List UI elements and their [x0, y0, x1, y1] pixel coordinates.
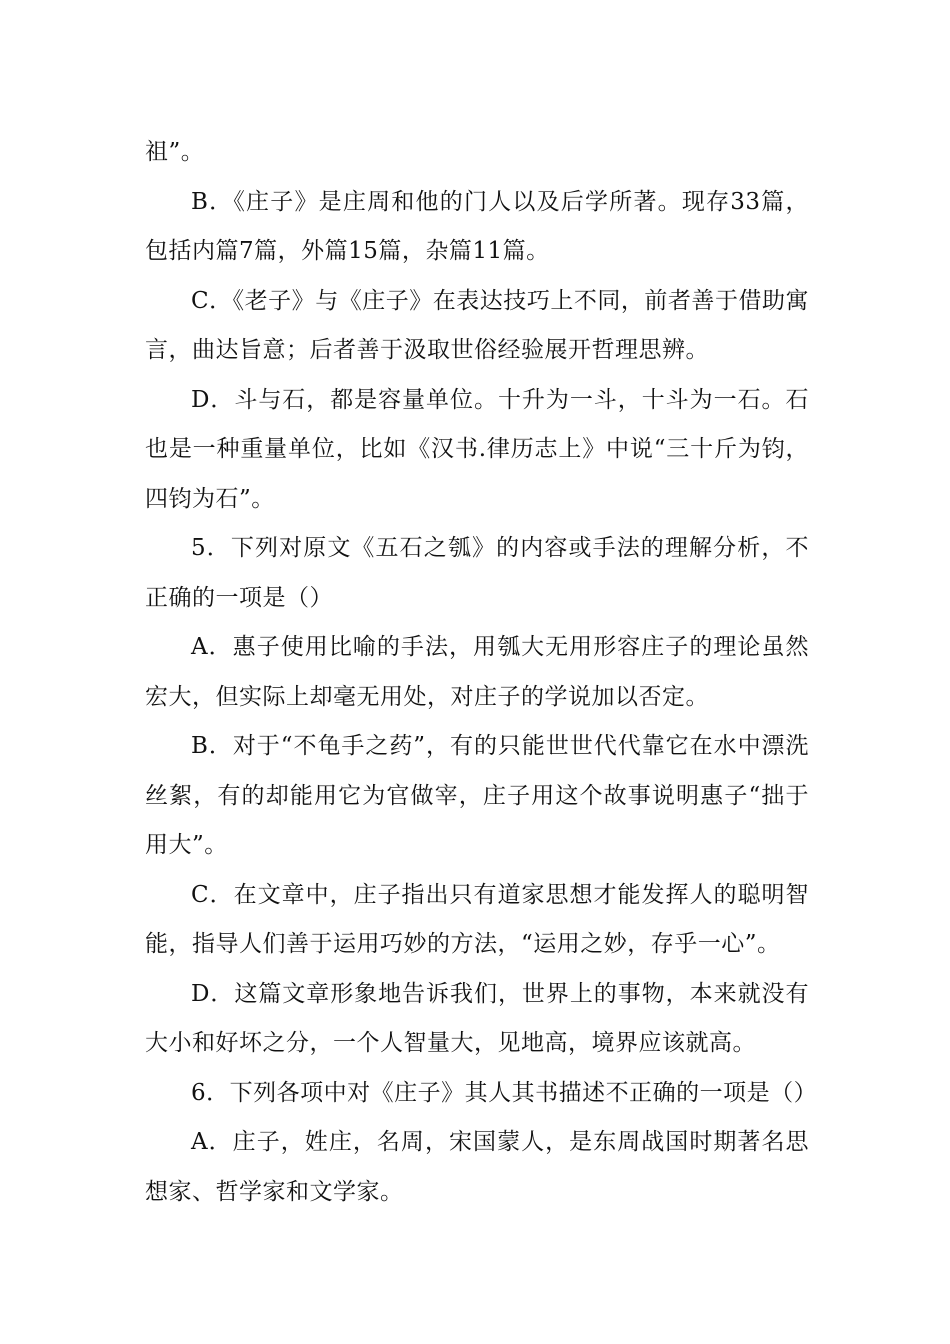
question-5-option-d: D．这篇文章形象地告诉我们，世界上的事物，本来就没有大小和好坏之分，一个人智量大，见地高，境界应该就高。	[145, 980, 809, 1056]
question-6-stem: 6．下列各项中对《庄子》其人其书描述不正确的一项是（）	[191, 1079, 818, 1106]
question-5-option-a: A．惠子使用比喻的手法，用瓠大无用形容庄子的理论虽然宏大，但实际上却毫无用处，对庄子的学说加以否定。	[145, 634, 809, 710]
question-5-option-b: B．对于“不龟手之药”，有的只能世世代代靠它在水中漂洗丝絮，有的却能用它为官做宰，庄子用这个故事说明惠子“拙于用大”。	[145, 733, 809, 858]
option-c-paragraph: C．《老子》与《庄子》在表达技巧上不同，前者善于借助寓言，曲达旨意；后者善于汲取世俗经验展开哲理思辨。	[145, 287, 809, 363]
option-b-paragraph: B．《庄子》是庄周和他的门人以及后学所著。现存33篇，包括内篇7篇，外篇15篇，杂篇11篇。	[145, 188, 809, 264]
option-d-paragraph: D．斗与石，都是容量单位。十升为一斗，十斗为一石。石也是一种重量单位，比如《汉书.律历志上》中说“三十斤为钧，四钧为石”。	[145, 386, 809, 512]
paragraph-continuation: 祖”。	[145, 139, 205, 165]
question-5-stem: 5．下列对原文《五石之瓠》的内容或手法的理解分析，不正确的一项是（）	[145, 535, 809, 611]
question-6-option-a: A．庄子，姓庄，名周，宋国蒙人，是东周战国时期著名思想家、哲学家和文学家。	[145, 1129, 809, 1205]
document-body	[145, 128, 818, 1217]
question-5-option-c: C．在文章中，庄子指出只有道家思想才能发挥人的聪明智能，指导人们善于运用巧妙的方法，“运用之妙，存乎一心”。	[145, 881, 809, 957]
